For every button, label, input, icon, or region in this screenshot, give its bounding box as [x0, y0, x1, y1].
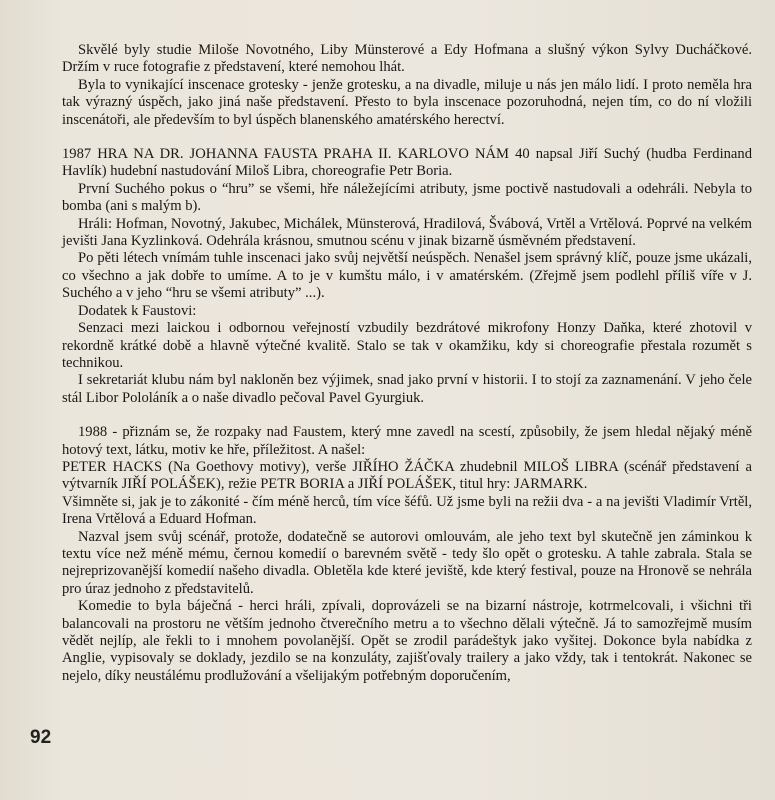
paragraph: První Suchého pokus o “hru” se všemi, hře náležejícími atributy, jsme poctivě nastudovali a odehráli. Nebyla to bomba (ani s malým b). [62, 180, 752, 215]
section-gap [62, 129, 752, 146]
paragraph: Dodatek k Faustovi: [78, 302, 197, 319]
paragraph: Hráli: Hofman, Novotný, Jakubec, Michálek, Münsterová, Hradilová, Švábová, Vrtěl a Vrtělová. Poprvé na velkém jevišti Jana Kyzlinková. Odehrála krásnou, smutnou scénu v jinak bizarně úsměvném představení. [62, 215, 752, 250]
paragraph: Nazval jsem svůj scénář, protože, dodatečně se autorovi omlouvám, ale jeho text byl skutečně jen záminkou k textu více než méně mému, černou komedií o barevném světě - tedy šlo opět o grotesku. A tahle zabrala. Stala se nejreprizovanější komedií našeho divadla. Obletěla kde které jeviště, kde který festival, pouze na Hronově se nehrála pro úraz jednoho z představitelů. [62, 528, 752, 597]
paragraph: Po pěti létech vnímám tuhle inscenaci jako svůj největší neúspěch. Nenašel jsem správný klíč, pouze jsme ukázali, co všechno a jak dobře to umíme. A to je v kumštu málo, i v amatérském. (Zřejmě jsem podlehl příliš víře v J. Suchého a v jeho “hru se všemi atributy” ...). [62, 250, 752, 302]
paragraph: Všimněte si, jak je to zákonité - čím méně herců, tím více šéfů. Už jsme byli na režii dva - a na jevišti Vladimír Vrtěl, Irena Vrtělová a Eduard Hofman. [62, 493, 752, 528]
section-heading-paragraph: 1987 HRA NA DR. JOHANNA FAUSTA PRAHA II. KARLOVO NÁM 40 napsal Jiří Suchý (hudba Ferdinand Havlík) hudební nastudování Miloš Libra, choreografie Petr Boria. [62, 146, 752, 180]
paragraph: I sekretariát klubu nám byl nakloněn bez výjimek, snad jako první v historii. I to stojí za zaznamenání. V jeho čele stál Libor Pololáník a o naše divadlo pečoval Pavel Gyurgiuk. [62, 372, 752, 406]
paragraph: Byla to vynikající inscenace grotesky - jenže grotesku, a na divadle, miluje u nás jen málo lidí. I proto neměla hra tak výrazný úspěch, jako jiná naše představení. Přesto to byla inscenace pozoruhodná, nejen tím, co do ní vložili inscenátoři, ale především to byl úspěch blanenského amatérského herectví. [62, 76, 752, 128]
paragraph: Skvělé byly studie Miloše Novotného, Liby Münsterové a Edy Hofmana a slušný výkon Sylvy Ducháčkové. Držím v ruce fotografie z představení, které nemohou lhát. [62, 42, 752, 76]
page-body [62, 42, 752, 685]
credits-paragraph: PETER HACKS (Na Goethovy motivy), verše JIŘÍHO ŽÁČKA zhudebnil MILOŠ LIBRA (scénář představení a výtvarník JIŘÍ POLÁŠEK), režie PETR BORIA a JIŘÍ POLÁŠEK, titul hry: JARMARK. [62, 458, 752, 493]
page-number: 92 [30, 727, 52, 748]
paragraph: Komedie to byla báječná - herci hráli, zpívali, doprovázeli se na bizarní nástroje, kotrmelcovali, i všichni tři balancovali na prostoru ne větším jednoho čtverečního metru a to všechno dělali výtečně. Já to samozřejmě musím vědět nejlíp, ale řekli to i mnohem povolanější. Opět se zrodil parádeštyk jako vyšitej. Dokonce byla nabídka z Anglie, vypisovaly se doklady, jezdilo se na konzuláty, zajišťovaly trailery a jako vždy, tak i tentokrát. Nakonec se nejelo, díky neustálému prodlužování a všelijakým potřebným doporučením, [62, 598, 752, 684]
paragraph: 1988 - přiznám se, že rozpaky nad Faustem, který mne zavedl na scestí, způsobily, že jsem hledal nějaký méně hotový text, látku, motiv ke hře, příležitost. A našel: [62, 424, 752, 458]
section-gap [62, 407, 752, 424]
paragraph: Senzaci mezi laickou i odbornou veřejností vzbudily bezdrátové mikrofony Honzy Daňka, které zhotovil v rekordně krátké době a hlavně výtečné kvalitě. Stalo se tak v okamžiku, kdy si choreografie přestala rozumět s technikou. [62, 320, 752, 371]
